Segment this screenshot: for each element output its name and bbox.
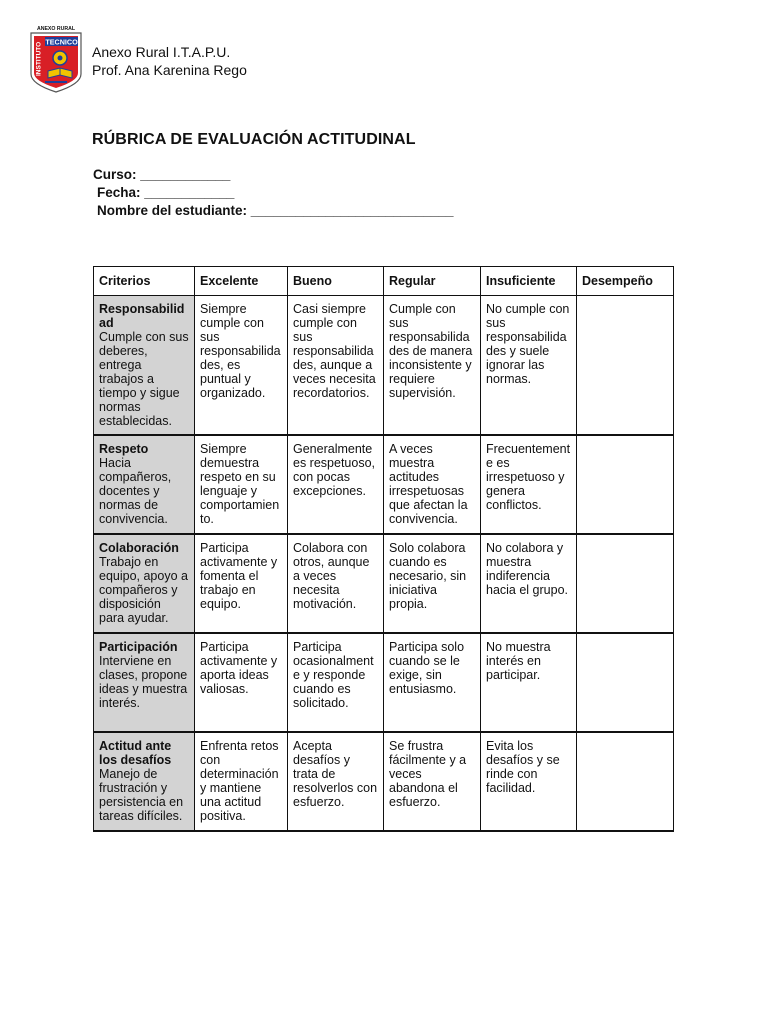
- cell-excelente: Enfrenta retos con determinación y mantiene una actitud positiva.: [195, 732, 288, 831]
- table-row: [94, 296, 674, 436]
- cell-excelente: Participa activamente y fomenta el trabajo en equipo.: [195, 534, 288, 633]
- header-bueno: Bueno: [288, 267, 384, 296]
- student-name-field: Nombre del estudiante: ___________________________: [97, 203, 454, 218]
- cell-regular: A veces muestra actitudes irrespetuosas que afectan la convivencia.: [384, 435, 481, 534]
- teacher-name: Prof. Ana Karenina Rego: [92, 62, 247, 78]
- criterion-cell: [94, 534, 195, 633]
- cell-desempeno: [577, 534, 674, 633]
- header-regular: Regular: [384, 267, 481, 296]
- criterion-name: Colaboración: [99, 541, 179, 555]
- logo-top-text: ANEXO RURAL: [36, 26, 76, 32]
- page-title: RÚBRICA DE EVALUACIÓN ACTITUDINAL: [92, 131, 416, 148]
- criterion-name: Responsabilidad: [99, 302, 185, 330]
- rubric-table: [93, 266, 674, 832]
- criterion-name: Participación: [99, 640, 178, 654]
- criterion-description: Trabajo en equipo, apoyo a compañeros y disposición para ayudar.: [99, 555, 188, 625]
- table-row: [94, 534, 674, 633]
- cell-excelente: Siempre demuestra respeto en su lenguaje y comportamiento.: [195, 435, 288, 534]
- cell-desempeno: [577, 296, 674, 436]
- criterion-cell: [94, 435, 195, 534]
- cell-bueno: Casi siempre cumple con sus responsabilidades, aunque a veces necesita recordatorios.: [288, 296, 384, 436]
- cell-bueno: Colabora con otros, aunque a veces necesita motivación.: [288, 534, 384, 633]
- cell-excelente: Siempre cumple con sus responsabilidades, es puntual y organizado.: [195, 296, 288, 436]
- cell-bueno: Acepta desafíos y trata de resolverlos con esfuerzo.: [288, 732, 384, 831]
- cell-regular: Participa solo cuando se le exige, sin entusiasmo.: [384, 633, 481, 732]
- header-desempeno: Desempeño: [577, 267, 674, 296]
- logo-word-instituto: INSTITUTO: [35, 41, 43, 76]
- cell-bueno: Participa ocasionalmente y responde cuando es solicitado.: [288, 633, 384, 732]
- table-row: [94, 435, 674, 534]
- cell-desempeno: [577, 435, 674, 534]
- header-excelente: Excelente: [195, 267, 288, 296]
- cell-regular: Se frustra fácilmente y a veces abandona el esfuerzo.: [384, 732, 481, 831]
- cell-bueno: Generalmente es respetuoso, con pocas excepciones.: [288, 435, 384, 534]
- header: [92, 43, 247, 79]
- criterion-description: Manejo de frustración y persistencia en tareas difíciles.: [99, 767, 184, 823]
- date-field: Fecha: ____________: [97, 185, 235, 200]
- criterion-cell: [94, 296, 195, 436]
- cell-insuficiente: No colabora y muestra indiferencia hacia el grupo.: [481, 534, 577, 633]
- table-row: [94, 732, 674, 831]
- cell-excelente: Participa activamente y aporta ideas valiosas.: [195, 633, 288, 732]
- criterion-description: Interviene en clases, propone ideas y muestra interés.: [99, 654, 188, 710]
- criterion-name: Respeto: [99, 442, 149, 456]
- cell-desempeno: [577, 732, 674, 831]
- criterion-cell: [94, 633, 195, 732]
- institution-name: Anexo Rural I.T.A.P.U.: [92, 44, 231, 60]
- school-logo: [28, 24, 84, 94]
- cell-insuficiente: Frecuentemente es irrespetuoso y genera conflictos.: [481, 435, 577, 534]
- criterion-name: Actitud ante los desafíos: [99, 739, 172, 767]
- criterion-description: Hacia compañeros, docentes y normas de convivencia.: [99, 456, 172, 526]
- cell-desempeno: [577, 633, 674, 732]
- table-header-row: [94, 267, 674, 296]
- header-insuficiente: Insuficiente: [481, 267, 577, 296]
- table-row: [94, 633, 674, 732]
- logo-word-tecnico: TECNICO: [45, 37, 78, 47]
- criterion-cell: [94, 732, 195, 831]
- cell-insuficiente: No cumple con sus responsabilidades y suele ignorar las normas.: [481, 296, 577, 436]
- header-criterios: Criterios: [94, 267, 195, 296]
- cell-insuficiente: No muestra interés en participar.: [481, 633, 577, 732]
- cell-regular: Cumple con sus responsabilidades de manera inconsistente y requiere supervisión.: [384, 296, 481, 436]
- cell-insuficiente: Evita los desafíos y se rinde con facilidad.: [481, 732, 577, 831]
- cell-regular: Solo colabora cuando es necesario, sin iniciativa propia.: [384, 534, 481, 633]
- course-field: Curso: ____________: [93, 167, 231, 182]
- student-fields: [93, 166, 454, 220]
- criterion-description: Cumple con sus deberes, entrega trabajos a tiempo y sigue normas establecidas.: [99, 330, 189, 428]
